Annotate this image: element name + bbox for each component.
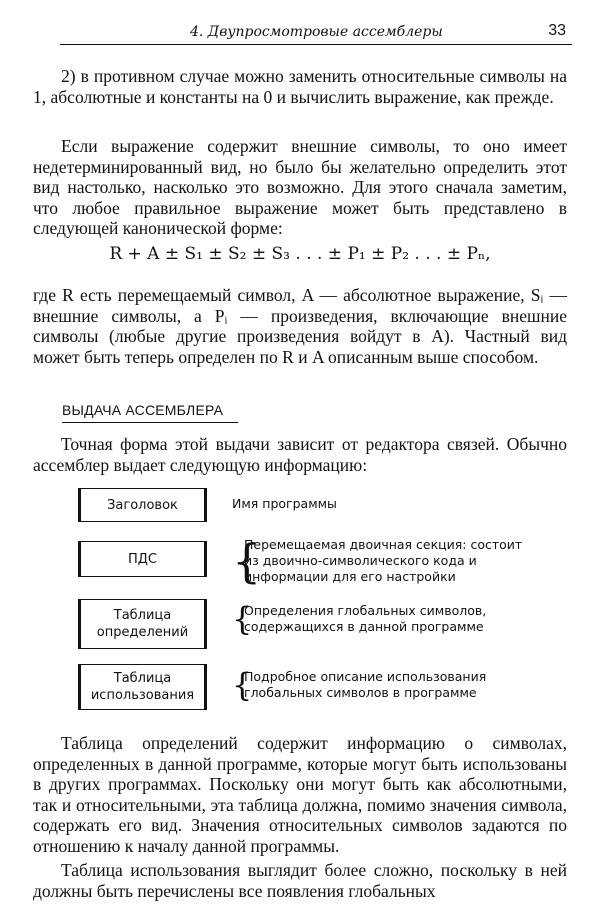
output-desc-usage <box>232 666 532 704</box>
page-header <box>60 18 572 45</box>
page-number: 33 <box>548 22 566 39</box>
paragraph-5: Таблица определений содержит информацию о символах, определенных в данной программе, которые могут быть использованы в других программах. Поскольку они могут быть как абсолютными, так и относительными, эта таблица должна, помимо значения символа, содержать его вид. Значения относительных символов задаются по отношению к началу данной программы. <box>33 733 567 856</box>
output-desc-pds <box>232 534 532 588</box>
paragraph-4: Точная форма этой выдачи зависит от редактора связей. Обычно ассемблер выдает следующую информацию: <box>33 434 567 475</box>
output-box-usage: Таблица использования <box>78 664 207 710</box>
running-title: 4. Двупросмотровые ассемблеры <box>190 24 443 40</box>
section-heading-underline <box>62 422 238 423</box>
output-desc-header-text: Имя программы <box>232 496 337 511</box>
brace-icon: { <box>232 534 262 588</box>
output-box-header: Заголовок <box>78 488 207 522</box>
output-box-pds: ПДС <box>78 541 207 577</box>
output-desc-header <box>232 496 532 512</box>
paragraph-3: где R есть перемещаемый символ, A — абсолютное выражение, Sᵢ — внешние символы, а Pᵢ — произведения, включающие внешние символы (любые другие произведения войдут в A). Частный вид может быть теперь определен по R и A описанным выше способом. <box>33 285 567 367</box>
section-heading: ВЫДАЧА АССЕМБЛЕРА <box>62 402 224 418</box>
canonical-form-formula: R + A ± S₁ ± S₂ ± S₃ . . . ± P₁ ± P₂ . . . ± Pₙ, <box>109 244 491 264</box>
paragraph-6: Таблица использования выглядит более сложно, поскольку в ней должны быть перечислены все появления глобальных <box>33 860 567 901</box>
brace-icon: { <box>232 600 253 638</box>
output-desc-definitions-text: Определения глобальных символов, содержащихся в данной программе <box>244 603 487 634</box>
output-box-definitions: Таблица определений <box>78 599 207 649</box>
paragraph-2: Если выражение содержит внешние символы, то оно имеет недетерминированный вид, но было бы желательно определить этот вид настолько, насколько это возможно. Для этого сначала заметим, что любое правильное выражение может быть представлено в следующей канонической форме: <box>33 136 567 238</box>
output-desc-definitions <box>232 600 532 638</box>
brace-icon: { <box>232 666 253 704</box>
output-desc-usage-text: Подробное описание использования глобальных символов в программе <box>244 669 487 700</box>
output-desc-pds-text: Перемещаемая двоичная секция: состоит из двоично-символического кода и информации для его настройки <box>244 537 523 584</box>
paragraph-1: 2) в противном случае можно заменить относительные символы на 1, абсолютные и константы на 0 и вычислить выражение, как прежде. <box>33 66 567 107</box>
